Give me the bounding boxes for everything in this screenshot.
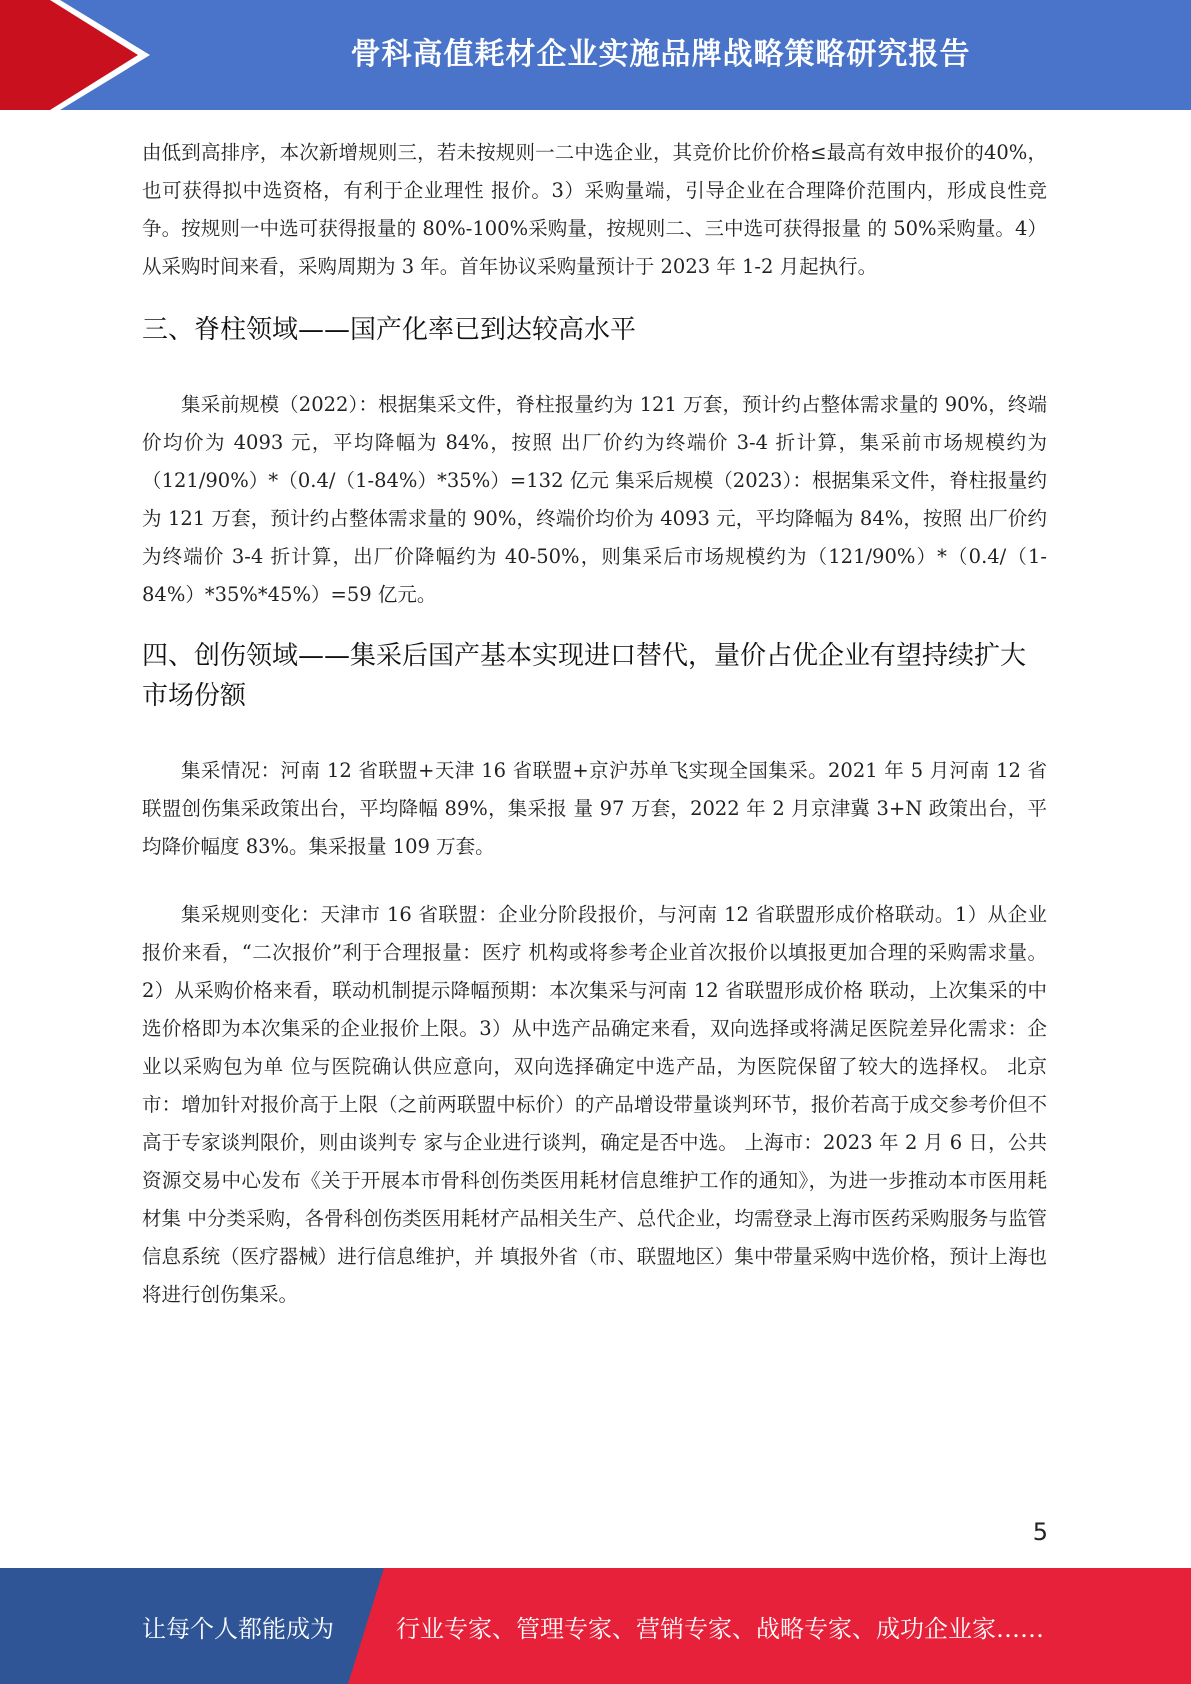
paragraph-spine-market-size: 集采前规模（2022）：根据集采文件，脊柱报量约为 121 万套，预计约占整体需求量的 90%，终端价均价为 4093 元，平均降幅为 84%，按照 出厂价约为终端价 3-4 折计算，集采前市场规模约为（121/90%）*（0.4/（1-84%）*35%）=132 亿元 集采后规模（2023）：根据集采文件，脊柱报量约为 121 万套，预计约占整体需求量的 90%，终端价均价为 4093 元，平均降幅为 84%，按照 出厂价约为终端价 3-4 折计算，出厂价降幅约为 40-50%，则集采后市场规模约为（121/90%）*（0.4/（1-84%）*35%*45%）=59 亿元。: [142, 393, 1047, 606]
footer-slogan-left: 让每个人都能成为: [142, 1614, 334, 1643]
page-header: [0, 0, 1191, 110]
section-heading-spine: 三、脊柱领域——国产化率已到达较高水平: [142, 315, 637, 345]
paragraph-trauma-procurement: 集采情况：河南 12 省联盟+天津 16 省联盟+京沪苏单飞实现全国集采。2021 年 5 月河南 12 省联盟创伤集采政策出台，平均降幅 89%，集采报 量 97 万套，2022 年 2 月京津冀 3+N 政策出台，平均降价幅度 83%。集采报量 109 万套。: [142, 759, 1047, 858]
section-heading-trauma: 四、创伤领域——集采后国产基本实现进口替代，量价占优企业有望持续扩大市场份额: [142, 641, 1027, 711]
page-content: [142, 130, 1047, 1314]
page-footer: [0, 1568, 1191, 1684]
paragraph-procurement-rules: 由低到高排序，本次新增规则三，若未按规则一二中选企业，其竞价比价价格≤最高有效申报价的40%，也可获得拟中选资格，有利于企业理性 报价。3）采购量端，引导企业在合理降价范围内，形成良性竞争。按规则一中选可获得报量的 80%-100%采购量，按规则二、三中选可获得报量 的 50%采购量。4）从采购时间来看，采购周期为 3 年。首年协议采购量预计于 2023 年 1-2 月起执行。: [142, 141, 1047, 278]
paragraph-trauma-rule-changes: 集采规则变化：天津市 16 省联盟：企业分阶段报价，与河南 12 省联盟形成价格联动。1）从企业报价来看，“二次报价”利于合理报量：医疗 机构或将参考企业首次报价以填报更加合理的采购需求量。2）从采购价格来看，联动机制提示降幅预期：本次集采与河南 12 省联盟形成价格 联动，上次集采的中选价格即为本次集采的企业报价上限。3）从中选产品确定来看，双向选择或将满足医院差异化需求：企业以采购包为单 位与医院确认供应意向，双向选择确定中选产品，为医院保留了较大的选择权。 北京市：增加针对报价高于上限（之前两联盟中标价）的产品增设带量谈判环节，报价若高于成交参考价但不高于专家谈判限价，则由谈判专 家与企业进行谈判，确定是否中选。 上海市：2023 年 2 月 6 日，公共资源交易中心发布《关于开展本市骨科创伤类医用耗材信息维护工作的通知》，为进一步推动本市医用耗材集 中分类采购，各骨科创伤类医用耗材产品相关生产、总代企业，均需登录上海市医药采购服务与监管信息系统（医疗器械）进行信息维护，并 填报外省（市、联盟地区）集中带量采购中选价格，预计上海也将进行创伤集采。: [142, 903, 1047, 1306]
page-number: 5: [1032, 1518, 1048, 1546]
footer-slogan-right: 行业专家、管理专家、营销专家、战略专家、成功企业家……: [396, 1614, 1044, 1643]
header-chevron-icon: [0, 0, 160, 110]
header-title: 骨科高值耗材企业实施品牌战略策略研究报告: [350, 37, 971, 72]
